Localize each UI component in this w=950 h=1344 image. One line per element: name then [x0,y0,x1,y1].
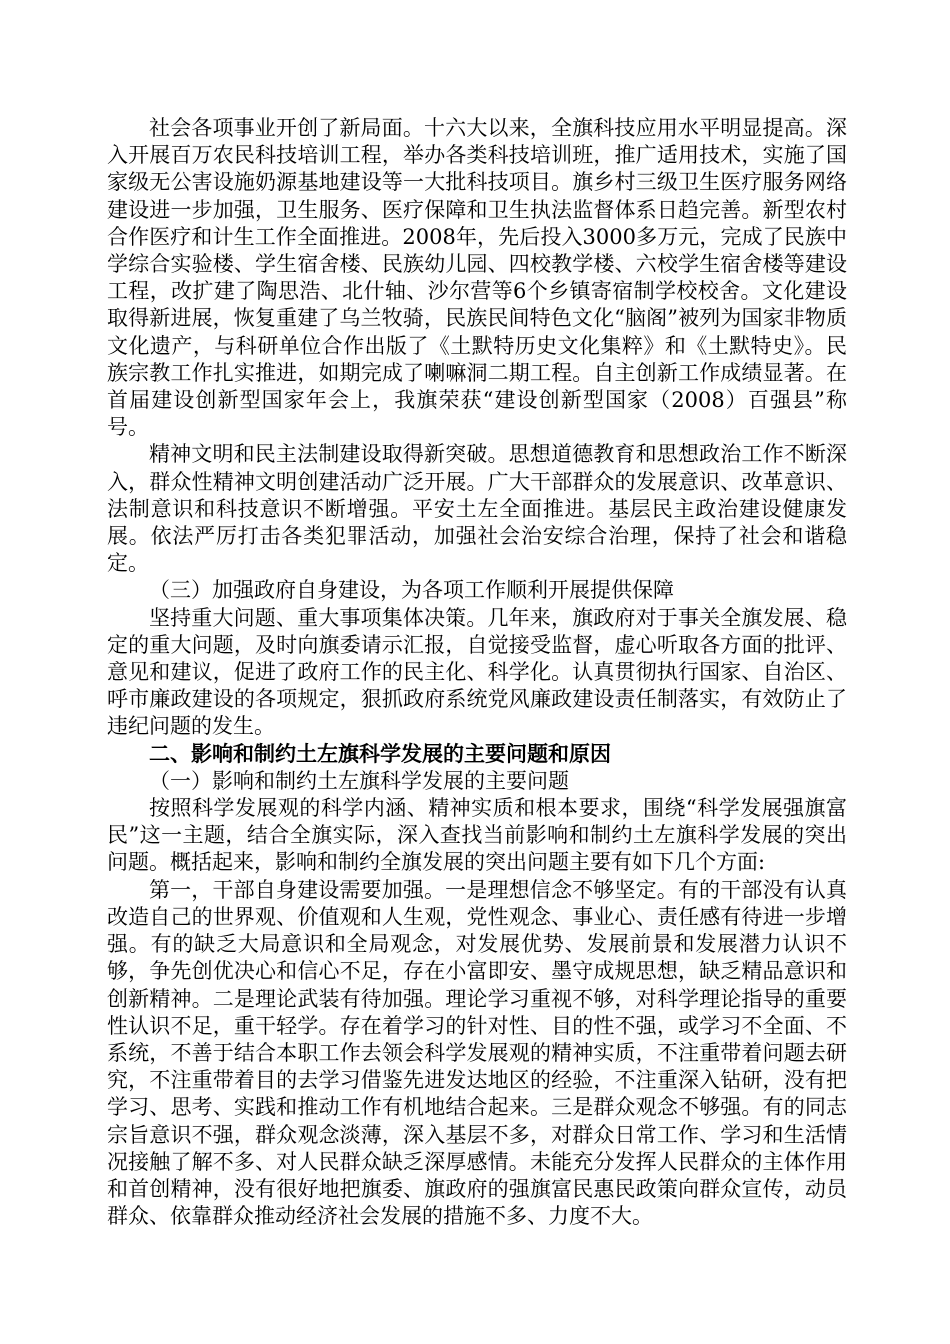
paragraph-spiritual-civilization: 精神文明和民主法制建设取得新突破。思想道德教育和思想政治工作不断深入，群众性精神文明创建活动广泛开展。广大干部群众的发展意识、改革意识、法制意识和科技意识不断增强。平安土左全面推进。基层民主政治建设健康发展。依法严厉打击各类犯罪活动，加强社会治安综合治理，保持了社会和谐稳定。 [107,442,847,576]
paragraph-scientific-outlook: 按照科学发展观的科学内涵、精神实质和根本要求，围绕“科学发展强旗富民”这一主题，结合全旗实际，深入查找当前影响和制约土左旗科学发展的突出问题。概括起来，影响和制约全旗发展的突出问题主要有如下几个方面: [107,796,847,875]
subheading-main-problems: （一）影响和制约土左旗科学发展的主要问题 [149,768,569,793]
paragraph-social-undertakings: 社会各项事业开创了新局面。十六大以来，全旗科技应用水平明显提高。深入开展百万农民科技培训工程，举办各类科技培训班，推广适用技术，实施了国家级无公害设施奶源基地建设等一大批科技项目。旗乡村三级卫生医疗服务网络建设进一步加强，卫生服务、医疗保障和卫生执法监督体系日趋完善。新型农村合作医疗和计生工作全面推进。2008年，先后投入3000多万元，完成了民族中学综合实验楼、学生宿舍楼、民族幼儿园、四校教学楼、六校学生宿舍楼等建设工程，改扩建了陶思浩、北什轴、沙尔营等6个乡镇寄宿制学校校舍。文化建设取得新进展，恢复重建了乌兰牧骑，民族民间特色文化“脑阁”被列为国家非物质文化遗产，与科研单位合作出版了《土默特历史文化集粹》和《土默特史》。民族宗教工作扎实推进，如期完成了喇嘛洞二期工程。自主创新工作成绩显著。在首届建设创新型国家年会上，我旗荣获“建设创新型国家（2008）百强县”称号。 [107,116,847,440]
paragraph-cadre-building: 第一，干部自身建设需要加强。一是理想信念不够坚定。有的干部没有认真改造自己的世界观、价值观和人生观，党性观念、事业心、责任感有待进一步增强。有的缺乏大局意识和全局观念，对发展优势、发展前景和发展潜力认识不够，争先创优决心和信心不足，存在小富即安、墨守成规思想，缺乏精品意识和创新精神。二是理论武装有待加强。理论学习重视不够，对科学理论指导的重要性认识不足，重干轻学。存在着学习的针对性、目的性不强，或学习不全面、不系统，不善于结合本职工作去领会科学发展观的精神实质，不注重带着问题去研究，不注重带着目的去学习借鉴先进发达地区的经验，不注重深入钻研，没有把学习、思考、实践和推动工作有机地结合起来。三是群众观念不够强。有的同志宗旨意识不强，群众观念淡薄，深入基层不多，对群众日常工作、学习和生活情况接触了解不多、对人民群众缺乏深厚感情。未能充分发挥人民群众的主体作用和首创精神，没有很好地把旗委、旗政府的强旗富民惠民政策向群众宣传，动员群众、依靠群众推动经济社会发展的措施不多、力度不大。 [107,877,847,1229]
section-heading-main-problems: 二、影响和制约土左旗科学发展的主要问题和原因 [149,741,611,766]
document-page [107,115,847,1230]
paragraph-collective-decision: 坚持重大问题、重大事项集体决策。几年来，旗政府对于事关全旗发展、稳定的重大问题，及时向旗委请示汇报，自觉接受监督，虚心听取各方面的批评、意见和建议，促进了政府工作的民主化、科学化。认真贯彻执行国家、自治区、呼市廉政建设的各项规定，狠抓政府系统党风廉政建设责任制落实，有效防止了违纪问题的发生。 [107,605,847,739]
subheading-government-building: （三）加强政府自身建设，为各项工作顺利开展提供保障 [149,578,674,603]
